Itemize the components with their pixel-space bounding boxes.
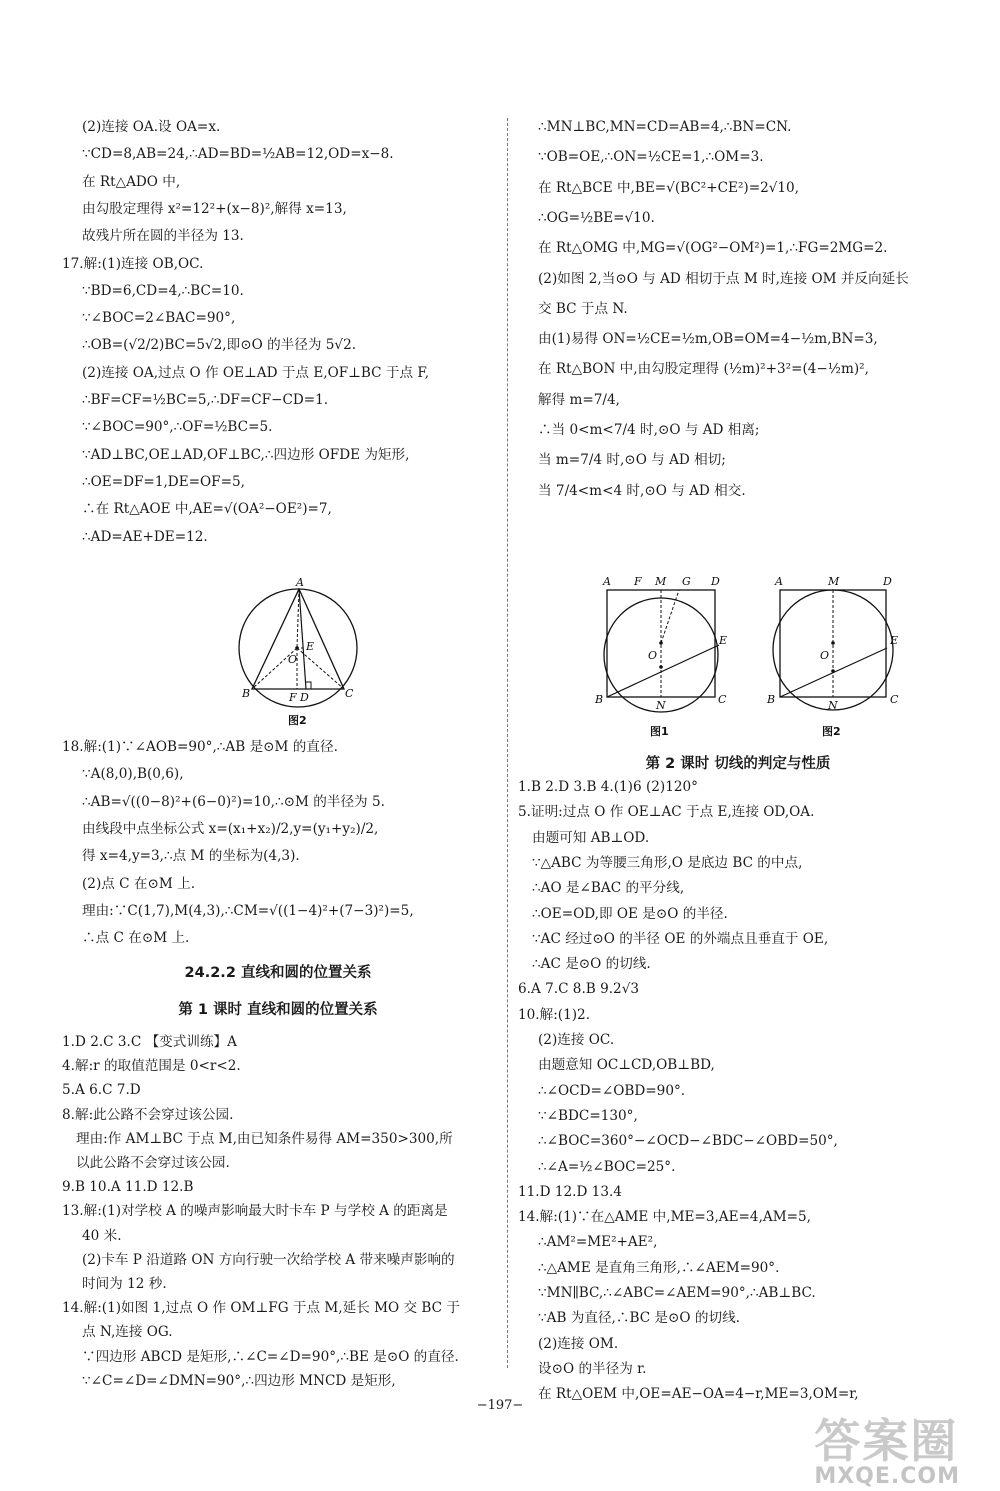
- text-line: ∵四边形 ABCD 是矩形,∴∠C=∠D=90°,∴BE 是⊙O 的直径.: [82, 1348, 459, 1365]
- text-line: 6.A 7.C 8.B 9.2√3: [518, 981, 640, 998]
- figure-left-circle: [230, 578, 370, 738]
- text-line: ∵△ABC 为等腰三角形,O 是底边 BC 的中点,: [532, 854, 803, 871]
- fig-label-A: A: [296, 578, 304, 589]
- text-line: 9.B 10.A 11.D 12.B: [62, 1179, 194, 1196]
- text-line: 由题意知 OC⊥CD,OB⊥BD,: [538, 1057, 715, 1074]
- text-line: (2)连接 OM.: [538, 1335, 619, 1352]
- text-line: 设⊙O 的半径为 r.: [538, 1360, 647, 1377]
- text-line: ∴AM²=ME²+AE²,: [538, 1234, 658, 1251]
- text-line: ∵AB 为直径,∴BC 是⊙O 的切线.: [538, 1310, 740, 1327]
- text-line: 在 Rt△OMG 中,MG=√(OG²−OM²)=1,∴FG=2MG=2.: [538, 240, 888, 257]
- text-line: (2)如图 2,当⊙O 与 AD 相切于点 M 时,连接 OM 并反向延长: [538, 270, 909, 287]
- text-line: 交 BC 于点 N.: [538, 300, 628, 317]
- text-line: ∴MN⊥BC,MN=CD=AB=4,∴BN=CN.: [538, 119, 792, 135]
- text-line: 以此公路不会穿过该公园.: [76, 1155, 230, 1171]
- figure-1-rectangle-circle: [590, 573, 740, 743]
- fig1-label-E: E: [719, 634, 728, 647]
- watermark-logo: [814, 1414, 960, 1489]
- text-line: 10.解:(1)2.: [518, 1006, 591, 1023]
- text-line: 由题可知 AB⊥OD.: [532, 829, 650, 846]
- text-line: 当 m=7/4 时,⊙O 与 AD 相切;: [538, 452, 726, 469]
- lesson1-title: 第 1 课时 直线和圆的位置关系: [178, 1002, 378, 1018]
- text-line: ∵AD⊥BC,OE⊥AD,OF⊥BC,∴四边形 OFDE 为矩形,: [82, 446, 410, 463]
- text-line: 时间为 12 秒.: [82, 1276, 167, 1292]
- text-line: (2)点 C 在⊙M 上.: [82, 875, 196, 892]
- fig-label-F: F: [289, 691, 297, 704]
- text-line: 13.解:(1)对学校 A 的噪声影响最大时卡车 P 与学校 A 的距离是: [62, 1203, 448, 1220]
- text-line: ∴∠OCD=∠OBD=90°.: [538, 1082, 686, 1099]
- text-line: (2)卡车 P 沿道路 ON 方向行驶一次给学校 A 带来噪声影响的: [82, 1251, 455, 1268]
- text-line: ∵∠BDC=130°,: [538, 1107, 638, 1124]
- text-line: ∵∠C=∠D=∠DMN=90°,∴四边形 MNCD 是矩形,: [82, 1372, 396, 1389]
- watermark-title: 答案圈: [814, 1414, 959, 1468]
- fig1-label-N: N: [656, 699, 666, 712]
- fig1-caption: 图1: [650, 725, 669, 738]
- fig1-label-O: O: [648, 649, 658, 662]
- fig2-label-O: O: [820, 649, 830, 662]
- text-line: ∵MN∥BC,∴∠ABC=∠AEM=90°,∴AB⊥BC.: [538, 1285, 816, 1301]
- fig2-label-D: D: [883, 575, 892, 588]
- fig2-label-N: N: [828, 699, 838, 712]
- text-line: ∵A(8,0),B(0,6),: [82, 766, 184, 783]
- text-line: 1.D 2.C 3.C 【变式训练】A: [62, 1034, 237, 1050]
- fig2-label-C: C: [890, 693, 899, 706]
- text-line: ∴∠BOC=360°−∠OCD−∠BDC−∠OBD=50°,: [538, 1133, 838, 1150]
- text-line: 在 Rt△BCE 中,BE=√(BC²+CE²)=2√10,: [538, 179, 800, 196]
- text-line: ∵AC 经过⊙O 的半径 OE 的外端点且垂直于 OE,: [532, 930, 829, 947]
- text-line: (2)连接 OA.设 OA=x.: [82, 119, 221, 135]
- text-line: ∴OE=DF=1,DE=OF=5,: [82, 473, 245, 490]
- text-line: 在 Rt△OEM 中,OE=AE−OA=4−r,ME=3,OM=r,: [538, 1386, 859, 1403]
- page-number: −197−: [476, 1398, 524, 1413]
- fig1-label-G: G: [682, 575, 691, 588]
- text-line: ∴AD=AE+DE=12.: [82, 528, 208, 545]
- text-line: (2)连接 OA,过点 O 作 OE⊥AD 于点 E,OF⊥BC 于点 F,: [82, 364, 430, 381]
- text-line: ∵OB=OE,∴ON=½CE=1,∴OM=3.: [538, 149, 764, 166]
- text-line: 18.解:(1)∵∠AOB=90°,∴AB 是⊙M 的直径.: [62, 739, 338, 755]
- text-line: 在 Rt△BON 中,由勾股定理得 (½m)²+3²=(4−½m)²,: [538, 361, 869, 378]
- text-line: 当 7/4<m<4 时,⊙O 与 AD 相交.: [538, 482, 746, 499]
- text-line: 8.解:此公路不会穿过该公园.: [62, 1106, 234, 1123]
- text-line: ∴AB=√((0−8)²+(6−0)²)=10,∴⊙M 的半径为 5.: [82, 793, 385, 810]
- text-line: 故残片所在圆的半径为 13.: [82, 228, 244, 245]
- text-line: 由勾股定理得 x²=12²+(x−8)²,解得 x=13,: [82, 200, 347, 217]
- text-line: 11.D 12.D 13.4: [518, 1183, 622, 1200]
- fig2-label-E: E: [890, 634, 899, 647]
- text-line: 1.B 2.D 3.B 4.(1)6 (2)120°: [518, 779, 698, 795]
- fig-caption: 图2: [288, 714, 307, 727]
- text-line: 在 Rt△ADO 中,: [82, 173, 181, 190]
- fig-label-E: E: [306, 640, 315, 653]
- text-line: 由线段中点坐标公式 x=(x₁+x₂)/2,y=(y₁+y₂)/2,: [82, 820, 379, 837]
- text-line: ∴OB=(√2/2)BC=5√2,即⊙O 的半径为 5√2.: [82, 337, 357, 354]
- text-line: ∴在 Rt△AOE 中,AE=√(OA²−OE²)=7,: [82, 501, 332, 518]
- text-line: 40 米.: [82, 1227, 122, 1244]
- fig1-label-C: C: [718, 693, 727, 706]
- fig1-label-D: D: [711, 575, 720, 588]
- watermark-url: MXQE.COM: [814, 1464, 960, 1489]
- fig1-label-B: B: [595, 693, 604, 706]
- text-line: ∴OE=OD,即 OE 是⊙O 的半径.: [532, 905, 728, 922]
- text-line: ∵∠BOC=2∠BAC=90°,: [82, 310, 236, 327]
- figure-2-rectangle-circle: [762, 573, 912, 743]
- text-line: 4.解:r 的取值范围是 0<r<2.: [62, 1058, 241, 1075]
- text-line: ∴AO 是∠BAC 的平分线,: [532, 880, 685, 897]
- fig2-label-M: M: [828, 575, 840, 588]
- fig-label-D: D: [300, 691, 309, 704]
- text-line: 17.解:(1)连接 OB,OC.: [62, 255, 204, 272]
- column-divider: [507, 118, 508, 1368]
- fig-label-C: C: [345, 687, 354, 700]
- fig1-label-F: F: [634, 575, 642, 588]
- fig-label-B: B: [242, 687, 251, 700]
- text-line: ∵∠BOC=90°,∴OF=½BC=5.: [82, 419, 273, 436]
- fig2-label-A: A: [775, 575, 783, 588]
- text-line: 14.解:(1)如图 1,过点 O 作 OM⊥FG 于点 M,延长 MO 交 BC 于: [62, 1300, 460, 1317]
- fig-label-O: O: [288, 653, 298, 666]
- text-line: ∴∠A=½∠BOC=25°.: [538, 1158, 676, 1175]
- section-title: 24.2.2 直线和圆的位置关系: [184, 965, 372, 981]
- text-line: ∴当 0<m<7/4 时,⊙O 与 AD 相离;: [538, 422, 760, 438]
- text-line: (2)连接 OC.: [538, 1032, 615, 1048]
- fig1-label-A: A: [603, 575, 611, 588]
- lesson2-title: 第 2 课时 切线的判定与性质: [645, 756, 831, 772]
- text-line: 解得 m=7/4,: [538, 391, 620, 408]
- text-line: ∴AC 是⊙O 的切线.: [532, 956, 651, 973]
- text-line: ∴BF=CF=½BC=5,∴DF=CF−CD=1.: [82, 392, 329, 408]
- text-line: 得 x=4,y=3,∴点 M 的坐标为(4,3).: [82, 848, 300, 865]
- text-line: 由(1)易得 ON=½CE=½m,OB=OM=4−½m,BN=3,: [538, 331, 878, 348]
- fig2-label-B: B: [767, 693, 776, 706]
- text-line: ∴点 C 在⊙M 上.: [82, 930, 190, 947]
- text-line: ∵BD=6,CD=4,∴BC=10.: [82, 282, 244, 299]
- fig2-caption: 图2: [822, 725, 841, 738]
- text-line: ∵CD=8,AB=24,∴AD=BD=½AB=12,OD=x−8.: [82, 146, 394, 163]
- text-line: ∴△AME 是直角三角形,∴∠AEM=90°.: [538, 1259, 780, 1276]
- text-line: 5.A 6.C 7.D: [62, 1082, 141, 1099]
- text-line: 14.解:(1)∵在△AME 中,ME=3,AE=4,AM=5,: [518, 1209, 811, 1226]
- fig1-label-M: M: [655, 575, 667, 588]
- text-line: ∴OG=½BE=√10.: [538, 209, 655, 226]
- text-line: 5.证明:过点 O 作 OE⊥AC 于点 E,连接 OD,OA.: [518, 804, 815, 821]
- text-line: 理由:作 AM⊥BC 于点 M,由已知条件易得 AM=350>300,所: [76, 1130, 453, 1147]
- text-line: 理由:∵C(1,7),M(4,3),∴CM=√((1−4)²+(7−3)²)=5,: [82, 902, 414, 919]
- text-line: 点 N,连接 OG.: [82, 1324, 173, 1341]
